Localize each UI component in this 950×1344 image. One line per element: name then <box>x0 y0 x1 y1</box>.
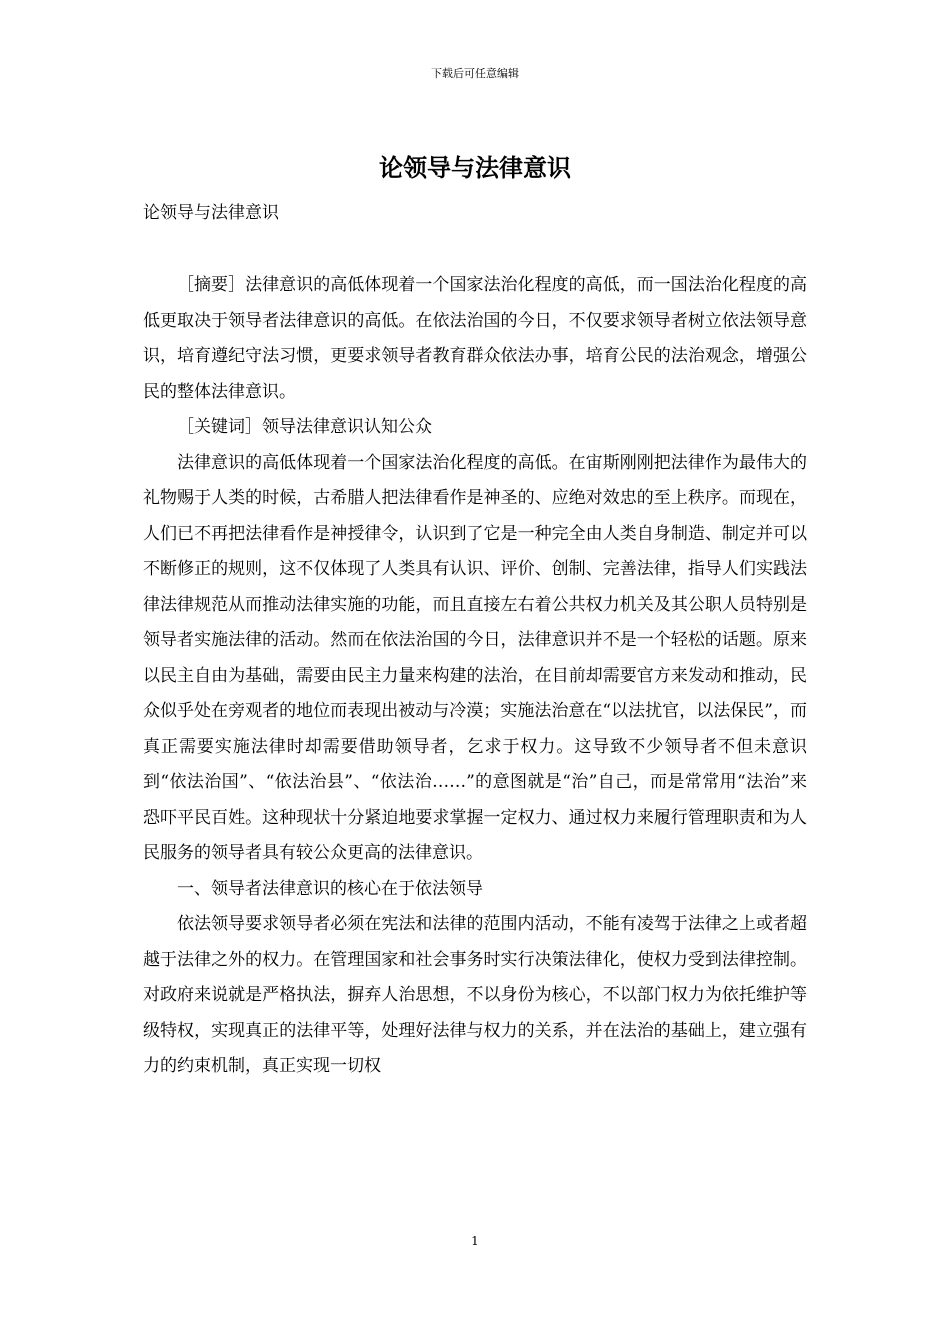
body-paragraph: 依法领导要求领导者必须在宪法和法律的范围内活动，不能有凌驾于法律之上或者超越于法律之外的权力。在管理国家和社会事务时实行决策法律化，使权力受到法律控制。对政府来说就是严格执法，摒弃人治思想，不以身份为核心，不以部门权力为依托维护等级特权，实现真正的法律平等，处理好法律与权力的关系，并在法治的基础上，建立强有力的约束机制，真正实现一切权 <box>143 914 807 1076</box>
document-body <box>143 268 807 1085</box>
section-heading: 一、领导者法律意识的核心在于依法领导 <box>177 878 483 899</box>
page-number: 1 <box>471 1234 479 1248</box>
header-note: 下载后可任意编辑 <box>431 67 519 80</box>
document-title: 论领导与法律意识 <box>379 153 571 182</box>
document-subtitle: 论领导与法律意识 <box>143 203 279 223</box>
body-paragraph: 法律意识的高低体现着一个国家法治化程度的高低。在宙斯刚刚把法律作为最伟大的礼物赐于人类的时候，古希腊人把法律看作是神圣的、应绝对效忠的至上秩序。而现在，人们已不再把法律看作是神授律令，认识到了它是一种完全由人类自身制造、制定并可以不断修正的规则，这不仅体现了人类具有认识、评价、创制、完善法律，指导人们实践法律法律规范从而推动法律实施的功能，而且直接左右着公共权力机关及其公职人员特别是领导者实施法律的活动。然而在依法治国的今日，法律意识并不是一个轻松的话题。原来以民主自由为基础，需要由民主力量来构建的法治，在目前却需要官方来发动和推动，民众似乎处在旁观者的地位而表现出被动与冷漠；实施法治意在“以法扰官，以法保民”，而真正需要实施法律时却需要借助领导者，乞求于权力。这导致不少领导者不但未意识到“依法治国”、“依法治县”、“依法治……”的意图就是“治”自己，而是常常用“法治”来恐吓平民百姓。这种现状十分紧迫地要求掌握一定权力、通过权力来履行管理职责和为人民服务的领导者具有较公众更高的法律意识。 <box>143 452 807 863</box>
keywords-paragraph: ［关键词］领导法律意识认知公众 <box>177 417 432 437</box>
abstract-paragraph: ［摘要］法律意识的高低体现着一个国家法治化程度的高低，而一国法治化程度的高低更取决于领导者法律意识的高低。在依法治国的今日，不仅要求领导者树立依法领导意识，培育遵纪守法习惯，更要求领导者教育群众依法办事，培育公民的法治观念，增强公民的整体法律意识。 <box>143 275 807 402</box>
